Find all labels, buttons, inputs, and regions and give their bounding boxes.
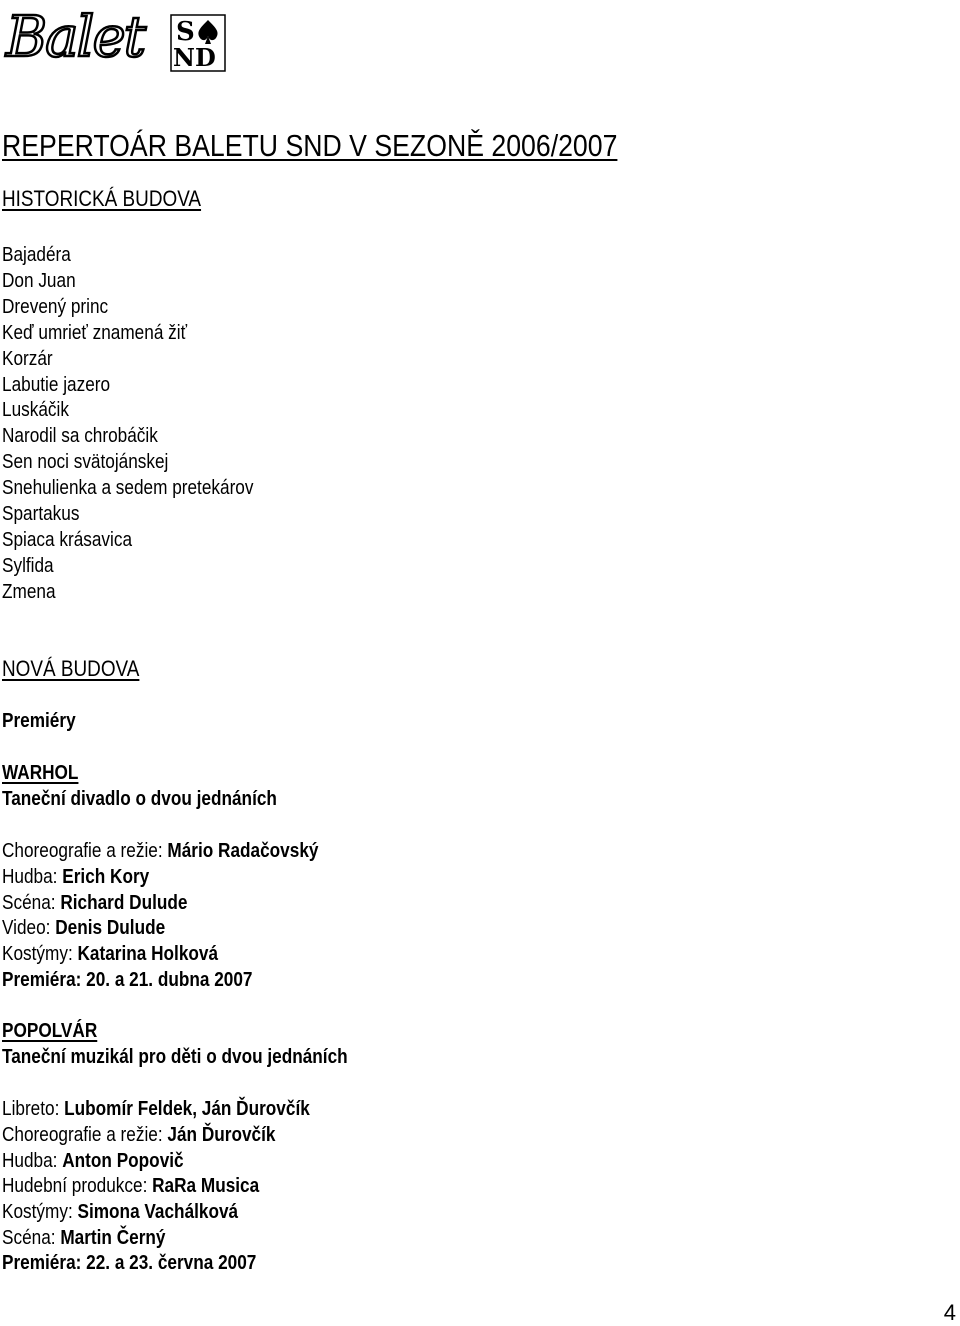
repertoire-item: Sylfida	[2, 554, 54, 577]
credit-value: Ján Ďurovčík	[167, 1123, 276, 1146]
credit-label: Libreto:	[2, 1098, 65, 1120]
repertoire-item: Narodil sa chrobáčik	[2, 425, 158, 448]
credit-row	[2, 840, 318, 863]
balet-snd-logo	[4, 6, 234, 70]
section-heading-nova: NOVÁ BUDOVA	[2, 656, 140, 681]
repertoire-item: Luskáčik	[2, 399, 69, 422]
repertoire-item: Spartakus	[2, 503, 80, 525]
warhol-subtitle: Taneční divadlo o dvou jednáních	[2, 788, 277, 810]
credit-row	[2, 943, 218, 966]
credit-value: Anton Popovič	[62, 1149, 184, 1172]
credit-label: Hudební produkce:	[2, 1175, 153, 1198]
credit-value: Denis Dulude	[55, 917, 166, 940]
page-number: 4	[943, 1300, 956, 1325]
credit-label: Scéna:	[2, 1227, 61, 1249]
credit-value: Simona Vachálková	[77, 1201, 239, 1224]
svg-text:ND: ND	[173, 43, 216, 72]
credit-row	[2, 917, 165, 940]
repertoire-item: Keď umrieť znamená žiť	[2, 321, 188, 344]
credit-label: Kostýmy:	[2, 1201, 78, 1224]
credit-value: Katarina Holková	[77, 943, 219, 966]
popolvar-premiere: Premiéra: 22. a 23. června 2007	[2, 1252, 257, 1274]
credit-row	[2, 1150, 184, 1173]
credit-value: Martin Černý	[60, 1227, 166, 1249]
credit-row	[2, 866, 149, 889]
repertoire-item: Don Juan	[2, 269, 76, 292]
section-heading-historicka: HISTORICKÁ BUDOVA	[2, 186, 202, 211]
repertoire-item: Labutie jazero	[2, 373, 111, 396]
credit-value: Richard Dulude	[60, 891, 188, 914]
page-title: REPERTOÁR BALETU SND V SEZONĚ 2006/2007	[2, 128, 618, 163]
repertoire-item: Korzár	[2, 347, 53, 370]
repertoire-item: Zmena	[2, 580, 56, 603]
credit-row	[2, 1227, 165, 1250]
credit-label: Hudba:	[2, 865, 63, 888]
repertoire-item: Spiaca krásavica	[2, 528, 133, 551]
warhol-premiere: Premiéra: 20. a 21. dubna 2007	[2, 969, 253, 991]
credit-row	[2, 1175, 259, 1198]
credit-row	[2, 1098, 310, 1121]
credit-value: RaRa Musica	[152, 1175, 260, 1198]
credit-row	[2, 1124, 275, 1147]
warhol-title: WARHOL	[2, 762, 79, 784]
credit-value: Lubomír Feldek, Ján Ďurovčík	[64, 1098, 310, 1120]
credit-label: Scéna:	[2, 891, 61, 914]
logo-wordmark: Balet	[6, 5, 145, 70]
repertoire-item: Bajadéra	[2, 244, 71, 266]
popolvar-subtitle: Taneční muzikál pro děti o dvou jednáních	[2, 1046, 348, 1068]
credit-value: Mário Radačovský	[167, 840, 319, 862]
credit-label: Choreografie a režie:	[2, 1123, 168, 1146]
premiery-label: Premiéry	[2, 710, 76, 732]
repertoire-item: Snehulienka a sedem pretekárov	[2, 477, 254, 500]
credit-label: Kostýmy:	[2, 943, 78, 966]
credit-value: Erich Kory	[62, 865, 150, 888]
credit-label: Video:	[2, 917, 56, 940]
repertoire-item: Drevený princ	[2, 295, 109, 318]
credit-row	[2, 892, 187, 915]
popolvar-title: POPOLVÁR	[2, 1020, 98, 1042]
credit-label: Hudba:	[2, 1149, 63, 1172]
snd-seal-icon	[170, 14, 226, 72]
credit-label: Choreografie a režie:	[2, 840, 168, 862]
credit-row	[2, 1201, 238, 1224]
svg-text:S: S	[176, 17, 195, 47]
repertoire-item: Sen noci svätojánskej	[2, 451, 169, 474]
